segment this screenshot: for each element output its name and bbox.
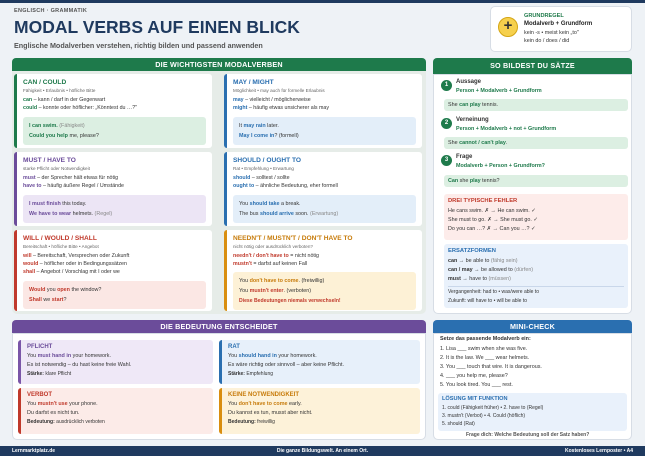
text-segment: You	[228, 353, 239, 359]
text-segment: → be able to	[457, 258, 490, 264]
text-segment: your phone.	[67, 401, 98, 407]
ersatz-note: Zukunft: will have to • will be able to	[448, 298, 528, 304]
text-segment: helmets.	[71, 211, 94, 217]
rule-heading: GRUNDREGEL	[524, 13, 564, 19]
error-row: Do you can …? ✗ → Can you …? ✓	[448, 226, 536, 232]
card-line	[233, 253, 319, 259]
ersatz-row	[448, 267, 533, 273]
text-segment: Empfehlung	[244, 371, 274, 377]
card-neednt-mustnt	[224, 230, 422, 311]
text-segment: klare Pflicht	[43, 371, 72, 377]
card-will-would-shall	[14, 230, 212, 311]
card-line	[23, 269, 120, 275]
text-segment: play	[469, 178, 481, 184]
card-sub: Rat • Empfehlung • Erwartung	[233, 166, 294, 171]
card-line	[233, 105, 329, 111]
solution-row: 3. mustn't (Verbot) • 4. Could (höflich)	[442, 413, 526, 419]
ersatz-row	[448, 276, 511, 282]
text-segment: Stärke:	[27, 371, 44, 377]
text-segment: ought to	[233, 183, 255, 189]
text-segment: Could you	[29, 133, 57, 139]
text-segment: Bedeutung:	[27, 419, 55, 425]
text-segment: Would	[29, 287, 46, 293]
example-box	[23, 117, 206, 145]
text-segment: tennis?	[480, 178, 500, 184]
text-segment: – der Sprecher hält etwas für nötig	[35, 175, 119, 181]
card-title: WILL / WOULD / SHALL	[23, 235, 97, 242]
text-segment: She	[448, 102, 460, 108]
step-label: Aussage	[456, 79, 482, 85]
text-segment: can play	[459, 102, 481, 108]
check-question: 5. You look tired. You ___ rest.	[440, 382, 513, 388]
card-line	[23, 97, 105, 103]
text-segment: – häufig äußere Regel / Umstände	[41, 183, 124, 189]
text-segment: start	[51, 297, 64, 303]
step-number: 2	[441, 118, 452, 129]
example-box	[233, 272, 416, 310]
example-box	[23, 195, 206, 223]
text-segment: don't have to come	[238, 401, 288, 407]
text-segment: Du darfst es nicht tun.	[27, 410, 80, 416]
text-segment: She	[448, 140, 460, 146]
text-segment: (dürfen)	[512, 267, 534, 273]
text-segment: PFLICHT	[27, 344, 53, 350]
text-segment: can / may	[448, 267, 473, 273]
text-segment: You	[239, 201, 250, 207]
card-title: MUST / HAVE TO	[23, 157, 76, 164]
text-segment: Shall	[29, 297, 42, 303]
text-segment: shall	[23, 269, 36, 275]
card-sub: Möglichkeit • may auch für formelle Erlaubnis	[233, 88, 325, 93]
text-segment: (Regel)	[93, 211, 113, 217]
ersatzformen-box	[444, 244, 628, 308]
card-line	[233, 175, 290, 181]
meaning-keine-notwendigkeit	[219, 388, 420, 434]
text-segment: can	[23, 97, 33, 103]
check-question: 2. It is the law. We ___ wear helmets.	[440, 355, 530, 361]
text-segment: you	[45, 287, 58, 293]
card-line	[233, 183, 338, 189]
text-segment: You	[228, 401, 239, 407]
text-segment: ?	[63, 297, 67, 303]
card-title: NEEDN'T / MUSTN'T / DON'T HAVE TO	[233, 235, 353, 242]
check-footnote: Frage dich: Welche Bedeutung soll der Satz haben?	[466, 432, 590, 438]
card-sub: Bereitschaft • höfliche Bitte • Angebot	[23, 244, 99, 249]
text-segment: = darfst auf keinen Fall	[251, 261, 308, 267]
text-segment: You	[239, 288, 250, 294]
text-segment: .	[505, 140, 508, 146]
error-row: She must to go. ✗ → She must go. ✓	[448, 217, 538, 223]
text-segment: have to	[23, 183, 42, 189]
text-segment: . (freiwillig)	[298, 278, 325, 284]
text-segment: don't have to come	[249, 278, 299, 284]
text-segment: your homework.	[71, 353, 111, 359]
text-segment: You	[239, 278, 250, 284]
rule-line: kein do / does / did	[524, 38, 570, 44]
text-segment: come in	[253, 133, 275, 139]
solution-title: LÖSUNG MIT FUNKTION	[442, 396, 508, 402]
text-segment: Stärke:	[228, 371, 245, 377]
check-question: 1. Lisa ___ swim when she was five.	[440, 346, 528, 352]
page-subtitle: Englische Modalverben verstehen, richtig bilden und passend anwenden	[14, 41, 263, 50]
solution-row: 5. should (Rat)	[442, 421, 475, 427]
step-example	[444, 137, 628, 149]
text-segment: will	[23, 253, 32, 259]
text-segment: You	[27, 401, 38, 407]
text-segment: freiwillig	[255, 419, 275, 425]
text-segment: mustn't	[233, 261, 252, 267]
text-segment: – solltest / sollte	[250, 175, 290, 181]
text-segment: the window?	[69, 287, 102, 293]
text-segment: Es wäre richtig oder sinnvoll – aber keine Pflicht.	[228, 362, 344, 368]
card-line	[233, 261, 307, 267]
text-segment: – höflicher oder in Bedingungssätzen	[38, 261, 127, 267]
text-segment: a break.	[279, 201, 301, 207]
step-formula: Person + Modalverb + Grundform	[456, 88, 542, 94]
text-segment: soon.	[293, 211, 309, 217]
text-segment: – vielleicht / möglicherweise	[243, 97, 311, 103]
text-segment: may rain	[243, 123, 266, 129]
section-check-heading: MINI-CHECK	[433, 320, 632, 333]
text-segment: needn't / don't have to	[233, 253, 289, 259]
text-segment: must	[448, 276, 461, 282]
check-prompt: Setze das passende Modalverb ein:	[440, 336, 531, 342]
text-segment: later.	[265, 123, 279, 129]
text-segment: (fähig sein)	[489, 258, 518, 264]
text-segment: – häufig etwas unsicherer als may	[247, 105, 329, 111]
card-title: SHOULD / OUGHT TO	[233, 157, 302, 164]
text-segment: – Angebot / Vorschlag mit I oder we	[35, 269, 120, 275]
text-segment: RAT	[228, 344, 240, 350]
text-segment: me, please?	[67, 133, 99, 139]
text-segment: → be allowed to	[472, 267, 513, 273]
example-box	[233, 195, 416, 223]
text-segment: should	[233, 175, 251, 181]
footer	[0, 446, 645, 456]
section-build-heading: SO BILDEST DU SÄTZE	[433, 58, 632, 74]
card-sub: starke Pflicht oder Notwendigkeit	[23, 166, 90, 171]
card-can-could	[14, 74, 212, 148]
card-may-might	[224, 74, 422, 148]
text-segment: your homework.	[276, 353, 317, 359]
meaning-pflicht	[18, 340, 213, 384]
solution-box	[438, 393, 627, 431]
rule-formula: Modalverb + Grundform	[524, 21, 593, 27]
ersatz-title: ERSATZFORMEN	[448, 248, 496, 254]
card-line	[23, 105, 137, 111]
text-segment: mustn't enter	[249, 288, 284, 294]
plus-icon: +	[498, 17, 518, 37]
step-example	[444, 175, 628, 187]
meaning-verbot	[18, 388, 213, 434]
text-segment: – kann / darf in der Gegenwart	[32, 97, 106, 103]
text-segment: can	[448, 258, 458, 264]
step-label: Frage	[456, 154, 473, 160]
text-segment: (Fähigkeit)	[57, 123, 85, 129]
text-segment: I can swim.	[29, 123, 58, 129]
card-must-have-to	[14, 152, 212, 226]
text-segment: (müssen)	[486, 276, 511, 282]
text-segment: should hand in	[238, 353, 277, 359]
text-segment: It	[239, 123, 244, 129]
footer-tagline: Die ganze Bildungswelt. An einem Ort.	[276, 448, 369, 454]
kicker: ENGLISCH · GRAMMATIK	[14, 8, 88, 14]
text-segment: KEINE NOTWENDIGKEIT	[228, 392, 300, 398]
step-formula: Modalverb + Person + Grundform?	[456, 163, 545, 169]
text-segment: we	[41, 297, 52, 303]
card-sub: nicht nötig oder ausdrücklich verboten?	[233, 244, 313, 249]
grundregel-box	[490, 6, 632, 52]
text-segment: must hand in	[37, 353, 72, 359]
text-segment: she	[458, 178, 470, 184]
text-segment: might	[233, 105, 248, 111]
text-segment: should arrive	[259, 211, 294, 217]
text-segment: would	[23, 261, 39, 267]
text-segment: – ähnliche Bedeutung, eher formell	[254, 183, 338, 189]
typical-errors-box	[444, 194, 628, 240]
card-line	[23, 261, 127, 267]
text-segment: May I	[239, 133, 254, 139]
rule-line: kein -s • meist kein „to"	[524, 30, 579, 36]
text-segment: must	[23, 175, 36, 181]
ersatz-note: Vergangenheit: had to • was/were able to	[448, 289, 539, 295]
step-label: Verneinung	[456, 117, 489, 123]
card-title: CAN / COULD	[23, 79, 67, 86]
text-segment: ausdrücklich verboten	[54, 419, 105, 425]
text-segment: The bus	[239, 211, 260, 217]
step-example	[444, 99, 628, 111]
check-question: 3. You ___ touch that wire. It is dangerous.	[440, 364, 542, 370]
errors-title: DREI TYPISCHE FEHLER	[448, 198, 518, 204]
text-segment: = nicht nötig	[288, 253, 319, 259]
text-segment: Bedeutung:	[228, 419, 256, 425]
page-title: MODAL VERBS AUF EINEN BLICK	[14, 17, 300, 37]
step-number: 1	[441, 80, 452, 91]
text-segment: cannot / can't play	[459, 140, 506, 146]
text-segment: early.	[287, 401, 302, 407]
text-segment: → have to	[460, 276, 487, 282]
solution-row: 1. could (Fähigkeit früher) • 2. have to (Regel)	[442, 405, 544, 411]
text-segment: – konnte oder höflicher: „Könntest du …?"	[37, 105, 138, 111]
check-question: 4. ___ you help me, please?	[440, 373, 508, 379]
top-band	[0, 0, 645, 3]
card-line	[233, 97, 311, 103]
card-title: MAY / MIGHT	[233, 79, 274, 86]
footer-site[interactable]: Lernmarktplatz.de	[12, 448, 56, 454]
text-segment: (Erwartung)	[308, 211, 339, 217]
ersatz-row	[448, 258, 518, 264]
footer-note: Kostenloses Lernposter • A4	[565, 448, 633, 454]
text-segment: should take	[249, 201, 280, 207]
text-segment: mustn't use	[37, 401, 68, 407]
error-row: He cans swim. ✗ → He can swim. ✓	[448, 208, 536, 214]
card-sub: Fähigkeit • Erlaubnis • höfliche Bitte	[23, 88, 96, 93]
card-line	[23, 175, 118, 181]
example-box	[23, 281, 206, 309]
section-main-heading: DIE WICHTIGSTEN MODALVERBEN	[12, 58, 426, 71]
step-number: 3	[441, 155, 452, 166]
card-line	[23, 253, 129, 259]
text-segment: this today.	[60, 201, 87, 207]
text-segment: may	[233, 97, 244, 103]
section-meaning-heading: DIE BEDEUTUNG ENTSCHEIDET	[12, 320, 426, 333]
text-segment: We have to wear	[29, 211, 72, 217]
step-formula: Person + Modalverb + not + Grundform	[456, 126, 557, 132]
text-segment: could	[23, 105, 38, 111]
card-should-ought-to	[224, 152, 422, 226]
text-segment: ? (formell)	[274, 133, 299, 139]
text-segment: help	[56, 133, 68, 139]
warning-note: Diese Bedeutungen niemals verwechseln!	[239, 298, 341, 304]
card-line	[23, 183, 124, 189]
text-segment: Can	[448, 178, 459, 184]
text-segment: Du kannst es tun, musst aber nicht.	[228, 410, 313, 416]
example-box	[233, 117, 416, 145]
text-segment: Es ist notwendig – du hast keine freie Wahl.	[27, 362, 132, 368]
text-segment: You	[27, 353, 38, 359]
text-segment: – Bereitschaft, Versprechen oder Zukunft	[31, 253, 130, 259]
text-segment: I must finish	[29, 201, 61, 207]
meaning-rat	[219, 340, 420, 384]
text-segment: tennis.	[480, 102, 499, 108]
text-segment: VERBOT	[27, 392, 53, 398]
text-segment: open	[57, 287, 70, 293]
text-segment: . (verboten)	[283, 288, 312, 294]
